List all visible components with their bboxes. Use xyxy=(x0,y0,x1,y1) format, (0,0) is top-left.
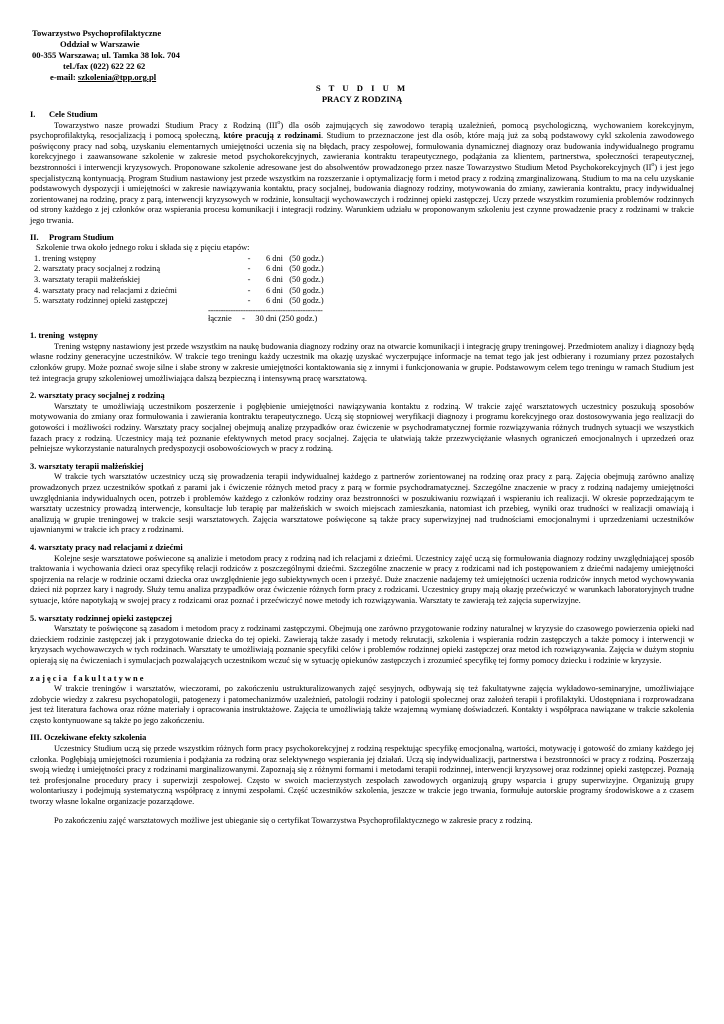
program-item-duration: 6 dni (50 godz.) xyxy=(266,285,324,295)
document-title xyxy=(30,83,694,104)
block-1-heading: 1. trening wstępny xyxy=(30,331,98,341)
email-link[interactable]: szkolenia@tpp.org.pl xyxy=(77,72,157,82)
section-3-heading: III. Oczekiwane efekty szkolenia xyxy=(30,733,147,743)
program-intro: Szkolenie trwa około jednego roku i składa się z pięciu etapów: xyxy=(36,243,250,253)
section-1-title: Cele Studium xyxy=(49,110,98,119)
email-line xyxy=(32,72,694,83)
block-3-text: W trakcie tych warsztatów uczestnicy uczą się prowadzenia terapii indywidualnej każdego z partnerów zorientowanej na rodzinę oraz pracy z parą. Zajęcia obejmują zarówno analizę prowadzonych przez uczestników spotkań z parami jak i ćwiczenie różnych metod pracy z parą w formie psychodramatycznej. Szczególne znaczenie w pracy z rodziną nadajemy umiejętności uwzględniania indywidualnych ocen, potrzeb i problemów każdego z członków rodziny oraz bezstronności w poszukiwaniu rozwiązań i wspieraniu ich realizacji. W okresie poprzedzającym te warsztaty uczestnicy prowadzą interwencje, konsultacje lub terapię par małżeńskich w swoich miejscach zamieszkania, natomiast ich przebieg, wyniki oraz trudności w realizacji omawiają i analizują w grupie treningowej w trakcie sesji warsztatowych. Zajęcia warsztatowe poświęcone są także pracy superwizyjnej nad trudnościami emocjonalnymi i uprzedzeniami uczestników ujawnianymi w trakcie ich pracy z rodzinami. xyxy=(30,472,694,535)
program-item-dash: - xyxy=(247,253,251,263)
section-2-number: II. xyxy=(30,232,39,242)
program-item-dash: - xyxy=(247,285,251,295)
program-item-duration: 6 dni (50 godz.) xyxy=(266,296,324,306)
program-total: łącznie - 30 dni (250 godz.) xyxy=(208,313,318,323)
phone-fax: tel./fax (022) 622 22 62 xyxy=(63,61,146,71)
block-5-heading: 5. warsztaty rodzinnej opieki zastępczej xyxy=(30,613,172,623)
bold-text: które pracują z rodzinami xyxy=(223,131,321,141)
program-item-dash: - xyxy=(247,274,251,284)
superscript: o xyxy=(277,119,281,126)
program-row xyxy=(34,254,366,265)
block-5-text: Warsztaty te poświęcone są zasadom i metodom pracy z rodzinami zastępczymi. Obejmują one zarówno przygotowanie rodziny naturalnej w kryzysie do czasowego powierzenia opieki nad dzieckiem rodzinie zastępczej jak i przygotowanie dziecka do tej opieki. Zawierają także zasady i metody rekrutacji, szkolenia i wspierania rodzin zastępczych a także pomocy i interwencji w kryzysach wychowawczych w tych rodzinach. Warsztaty te umożliwiają poznanie specyfiki celów i problemów rodzinnej opieki zastępczej oraz metod ich rozwiązywania. Zajęcia w dużym stopniu opierają się na ćwiczeniach i symulacjach pozwalających uczestnikom wczuć się w sytuację opiekunów zastępczych i zrozumieć specyfikę tej formy pomocy dziecku i rodzinie w kryzysie. xyxy=(30,624,694,665)
section-1-heading xyxy=(30,110,694,121)
program-item-name: 3. warsztaty terapii małżeńskiej xyxy=(34,274,141,284)
block-2-text: Warsztaty te umożliwiają uczestnikom poszerzenie i pogłębienie umiejętności nawiązywania kontaktu z rodziną. W trakcie zajęć warsztatowych uczestnicy poszukują sposobów motywowania do zmiany oraz formułowania i zawierania kontraktu terapeutycznego. Uczą się stopniowej weryfikacji diagnozy i programu korekcyjnego oraz dostosowywania jego realizacji do gotowości i możliwości rodziny. Warsztaty pracy socjalnej obejmują analizę przypadków oraz ćwiczenie w psychodramatycznej formie rozwiązywania różnych trudnych sytuacji we wszystkich fazach pracy z rodziną. Uczestnicy mają też poznanie efektywnych metod pracy socjalnej. Zajęcia te ułatwiają także przezwyciężanie własnych ograniczeń emocjonalnych i uprzedzeń oraz pełniejsze wykorzystanie naturalnych predyspozycji osobowościowych w pracy z rodziną. xyxy=(30,401,694,454)
text-run: ) i jest jego specjalistyczną kontynuacją. Program Studium nastawiony jest przede wszystkim na rozszerzanie i optymalizację form i metod pracy z rodziną zmarginalizowaną. Studium to ma na celu uzyskanie podstawowych dyspozycji i umiejętności w zakresie nawiązywania kontaktu, pracy socjalnej, budowania diagnozy rodziny, motywowania do zmiany, zawierania kontraktu, pracy indywidualnej zorientowanej na rodzinę, pracy z parą, interwencji kryzysowych w rodzinie, konsultacji wychowawczych i rodzinnej opieki zastępczej. Uczy przede wszystkim rozumienia problemów rodzinnych od strony każdego z jej członków oraz wspierania procesu komunikacji i integracji rodziny. Warunkiem udziału w proponowanym szkoleniu jest czynne prowadzenie pracy z rodzinami w trakcie jego trwania. xyxy=(30,162,694,225)
program-row xyxy=(34,264,366,275)
superscript: o xyxy=(651,162,655,169)
total-separator: ---------------------------------------------- xyxy=(208,305,323,315)
section-1-number: I. xyxy=(30,110,36,119)
text-run: Towarzystwo nasze prowadzi Studium Pracy z Rodziną (III xyxy=(54,120,278,130)
address: 00-355 Warszawa; ul. Tamka 38 lok. 704 xyxy=(32,50,180,60)
program-item-name: 1. trening wstępny xyxy=(34,253,97,263)
organization-name: Towarzystwo Psychoprofilaktyczne xyxy=(32,28,162,38)
program-item-duration: 6 dni (50 godz.) xyxy=(266,253,324,263)
program-item-name: 2. warsztaty pracy socjalnej z rodziną xyxy=(34,264,161,274)
program-table xyxy=(34,254,366,307)
letterhead xyxy=(32,28,694,83)
closing-paragraph: Po zakończeniu zajęć warsztatowych możliwe jest ubieganie się o certyfikat Towarzystwa Psychoprofilaktycznego w zakresie pracy z rodziną. xyxy=(54,815,533,825)
section-2-heading xyxy=(30,233,694,244)
block-3-heading: 3. warsztaty terapii małżeńskiej xyxy=(30,461,144,471)
title-line-1: S T U D I U M xyxy=(315,83,409,93)
block-1-text: Trening wstępny nastawiony jest przede wszystkim na naukę budowania diagnozy rodziny oraz na otwarcie komunikacji i integrację grupy treningowej. Przedmiotem analizy i diagnozy będą własne rodziny generacyjne uczestników. W trakcie tego treningu każdy uczestnik ma okazję uzyskać wyczerpujące informacje na temat tego jak jest odbierany i rozumiany przez pozostałych członków grupy. Może poznać swoje silne i słabe strony w zakresie umiejętności kontaktowania się z innymi i funkcjonowania w grupie. Podstawowym celem tego treningu w ramach Studium jest też integracja grupy szkoleniowej umożliwiająca dalszą bezpieczną i intensywną pracę warsztatową. xyxy=(30,341,694,383)
section-3-text: Uczestnicy Studium uczą się przede wszystkim różnych form pracy psychokorekcyjnej z rodziną respektując specyfikę emocjonalną, wartości, motywację i gotowość do zmiany każdego jej członka. Pogłębiają umiejętności rozumienia i podążania za rodziną oraz selektywnego wspierania jej działań. Uczą się indywidualizacji, partnerstwa i bezstronności w pracy z rodziną. Poszerzają swoją wiedzę i umiejętności pracy z rodzinami marginalizowanymi. Zapoznają się z różnymi formami i metodami terapii rodzinnej, interwencji kryzysowej oraz rodzinnej opieki zastępczej. Poznają też profesjonalne procedury pracy i superwizji zespołowej. Często w swoich macierzystych zespołach zawodowych organizują grupy wsparcia i grupy superwizyjne. Organizują grupy wolontariuszy i podejmują systematyczną współpracę z innymi zespołami. Część uczestników szkolenia, jeszcze w trakcie jego trwania, formułuje autorskie programy środowiskowe a z czasem tworzy własne lokalne organizacje pozarządowe. xyxy=(30,744,694,807)
program-item-duration: 6 dni (50 godz.) xyxy=(266,264,324,274)
branch-name: Oddział w Warszawie xyxy=(60,39,140,49)
program-item-dash: - xyxy=(247,264,251,274)
program-item-name: 4. warsztaty pracy nad relacjami z dziećmi xyxy=(34,285,178,295)
block-2-heading: 2. warsztaty pracy socjalnej z rodziną xyxy=(30,391,165,401)
program-item-dash: - xyxy=(247,296,251,306)
program-item-duration: 6 dni (50 godz.) xyxy=(266,274,324,284)
title-line-2: PRACY Z RODZINĄ xyxy=(321,93,403,104)
program-row xyxy=(34,286,366,297)
email-label: e-mail: xyxy=(50,72,78,82)
program-row xyxy=(34,275,366,286)
section-1-paragraph xyxy=(30,121,694,227)
block-6-text: W trakcie treningów i warsztatów, wieczorami, po zakończeniu ustrukturalizowanych zajęć sesyjnych, odbywają się też fakultatywne zajęcia wykładowo-seminaryjne, umożliwiające zdobycie wiedzy z zakresu psychopatologii, patogenezy i patomechanizmów uzależnień, patologii rodziny i patologii społecznej oraz założeń terapii i profilaktyki. Udostępniana i rozprowadzana jest też literatura fachowa oraz różne materiały i opracowania instruktażowe. Zajęcia te umożliwiają także wzajemną wymianę doświadczeń. Kontakty i współpraca nawiązane w trakcie szkolenia często kontynuowane są także po jego zakończeniu. xyxy=(30,684,694,725)
text-run: ) dla osób zajmujących się zawodowo terapią uzależnień, pomocą psychologiczną, wychowaniem korekcyjnym, psychoprofilaktyką, resocjalizacją i pomocą społeczną, xyxy=(30,120,694,141)
section-2-title: Program Studium xyxy=(49,232,114,242)
block-6-heading: z a j ę c i a f a k u l t a t y w n e xyxy=(30,673,144,683)
block-4-text: Kolejne sesje warsztatowe poświecone są analizie i metodom pracy z rodziną nad ich relacjami z dziećmi. Uczestnicy zajęć uczą się formułowania diagnozy rodziny uwzględniającej sposób traktowania i wychowania dzieci oraz specyfikę relacji rodziców z poszczególnymi dziećmi. Szczególne znaczenie w pracy z rodzicami nad ich postępowaniem z dziećmi nadajemy umiejętności spojrzenia na relacje w rodzinie oczami dziecka oraz uwzględnienie jego subiektywnych ocen i przeżyć. Duże znaczenie nadajemy też umiejętności uczenia rodziców innych metod wychowywania dzieci niż poprzez kary i nagrody. Służy temu analiza przypadków oraz ćwiczenie różnych form pracy z rodzicami. Uczestnicy grupy mają okazję przećwiczyć w warunkach laboratoryjnych trudne sytuacje, które napotykają w swojej pracy z rodzicami oraz poznać i przećwiczyć nowe metody ich rozwiązywania. Warsztaty te zawierają też zajęcia superwizyjne. xyxy=(30,553,694,605)
text-run: . Studium to przeznaczone jest dla osób, które mają już za sobą podstawowy cykl szkolenia zawodowego poświęcony pracy nad sobą, uzyskaniu elementarnych umiejętności uczenia się na błędach, pracy zespołowej, formułowania dynamicznej diagnozy oraz budowania indywidualnego programu korekcyjnego i zaawansowane szkolenie w zakresie metod psychokorekcyjnych, zawierania kontraktu terapeutycznego, podążania za klientem, partnerstwa, społeczności terapeutycznej, bezstronności i interwencji kryzysowych. Proponowane szkolenie adresowane jest do absolwentów prowadzonego przez nasze Towarzystwo Studium Metod Psychokorekcyjnych (II xyxy=(30,131,695,172)
program-item-name: 5. warsztaty rodzinnej opieki zastępczej xyxy=(34,296,168,306)
block-4-heading: 4. warsztaty pracy nad relacjami z dziećmi xyxy=(30,542,183,552)
